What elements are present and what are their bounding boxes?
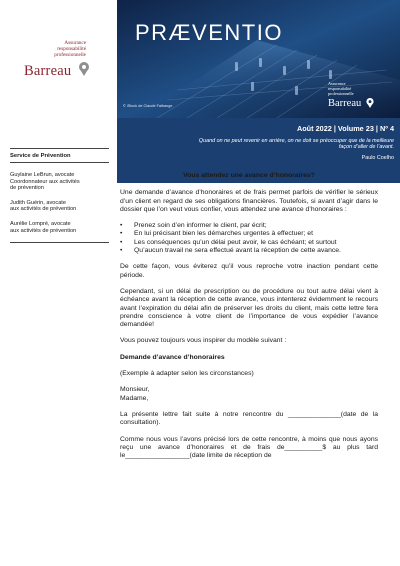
barreau-emblem-icon <box>77 61 91 82</box>
salutation-line: Monsieur, <box>120 386 150 394</box>
contact-line: Aurélie Lompré, avocate <box>10 220 71 227</box>
banner-barreau-logo <box>328 82 390 109</box>
paragraph: De cette façon, vous éviterez qu’il vous reproche votre inaction pendant cette période. <box>120 263 378 279</box>
list-item: • Les conséquences qu’un délai peut avoir, le cas échéant; et surtout <box>120 239 378 247</box>
quote-text: Quand on ne peut revenir en arrière, on ne doit se préoccuper que de la meilleure façon d’aller de l’avant. <box>198 138 394 151</box>
banner-brand-line: responsabilité <box>328 85 352 91</box>
list-item: • En lui précisant bien les démarches urgentes à effectuer; et <box>120 230 378 238</box>
contact-entry <box>10 221 109 234</box>
photo-credit: © iStock de Claude Falbange <box>123 104 173 108</box>
divider <box>10 162 109 163</box>
bullet-list <box>120 222 378 255</box>
brand-line: professionnelle <box>54 52 86 58</box>
salutation <box>120 386 378 403</box>
contact-line: Judith Guérin, avocate <box>10 199 66 206</box>
contact-line: Coordonnateur aux activités <box>10 178 80 185</box>
list-item: • Qu’aucun travail ne sera effectué avant la réception de cette avance. <box>120 247 378 255</box>
contact-line: aux activités de prévention <box>10 227 77 234</box>
contact-line: de prévention <box>10 185 44 192</box>
quote-author: Paulo Coelho <box>361 155 394 161</box>
contact-line: aux activités de prévention <box>10 206 77 213</box>
header-banner <box>117 0 400 118</box>
contact-entry <box>10 172 109 192</box>
banner-brand-line: professionnelle <box>328 90 354 96</box>
brand-line: Assurance <box>64 40 86 46</box>
model-title: Demande d’avance d’honoraires <box>120 353 225 361</box>
barreau-logo <box>24 40 124 82</box>
letter-paragraph: Comme nous vous l’avons précisé lors de cette rencontre, à moins que nous ayons reçu une avance d’honoraires et de frais de__________$ au plus tard le_________________(date limite de réception de <box>120 435 378 460</box>
salutation-line: Madame, <box>120 394 149 402</box>
brand-tagline <box>24 40 86 58</box>
list-item: • Prenez soin d’en informer le client, par écrit; <box>120 222 378 230</box>
issue-info: Août 2022 | Volume 23 | Nº 4 <box>296 124 394 133</box>
letter-paragraph: La présente lettre fait suite à notre rencontre du ______________(date de la consultation). <box>120 410 378 427</box>
contact-line: Guylaine LeBrun, avocate <box>10 172 75 178</box>
divider <box>10 242 109 243</box>
brand-line: responsabilité <box>57 46 86 52</box>
sidebar-heading: Service de Prévention <box>10 153 71 159</box>
banner-brand-line: Assurance <box>328 81 346 86</box>
article-title: Vous attendez une avance d’honoraires? <box>183 172 315 179</box>
brand-word: Barreau <box>24 63 72 79</box>
sidebar <box>10 148 109 243</box>
paragraph: Cependant, si un délai de prescription ou de procédure ou tout autre délai vient à échéance avant la réception de cette avance, vous intenterez évidemment le recours avant l’expiration du délai afin de préserver les droits du client, mais cette lettre fera prendre conscience à votre client de l’importance de vous expédier l’avance demandée! <box>120 287 378 329</box>
paragraph: Vous pouvez toujours vous inspirer du modèle suivant : <box>120 337 287 345</box>
article <box>120 172 378 468</box>
banner-emblem-icon <box>365 97 375 109</box>
model-note: (Exemple à adapter selon les circonstances) <box>120 370 254 378</box>
article-intro: Une demande d’avance d’honoraires et de frais permet parfois de vérifier le sérieux d’un client en regard de ses obligations financières. Toutefois, si avant d’agir dans le dossier que l’on veut vous confier, vous attendez une avance d’honoraires : <box>120 189 378 213</box>
divider <box>10 148 109 149</box>
banner-brand-word: Barreau <box>328 97 362 109</box>
contact-entry <box>10 200 109 213</box>
newsletter-title: PRÆVENTIO <box>135 20 283 45</box>
